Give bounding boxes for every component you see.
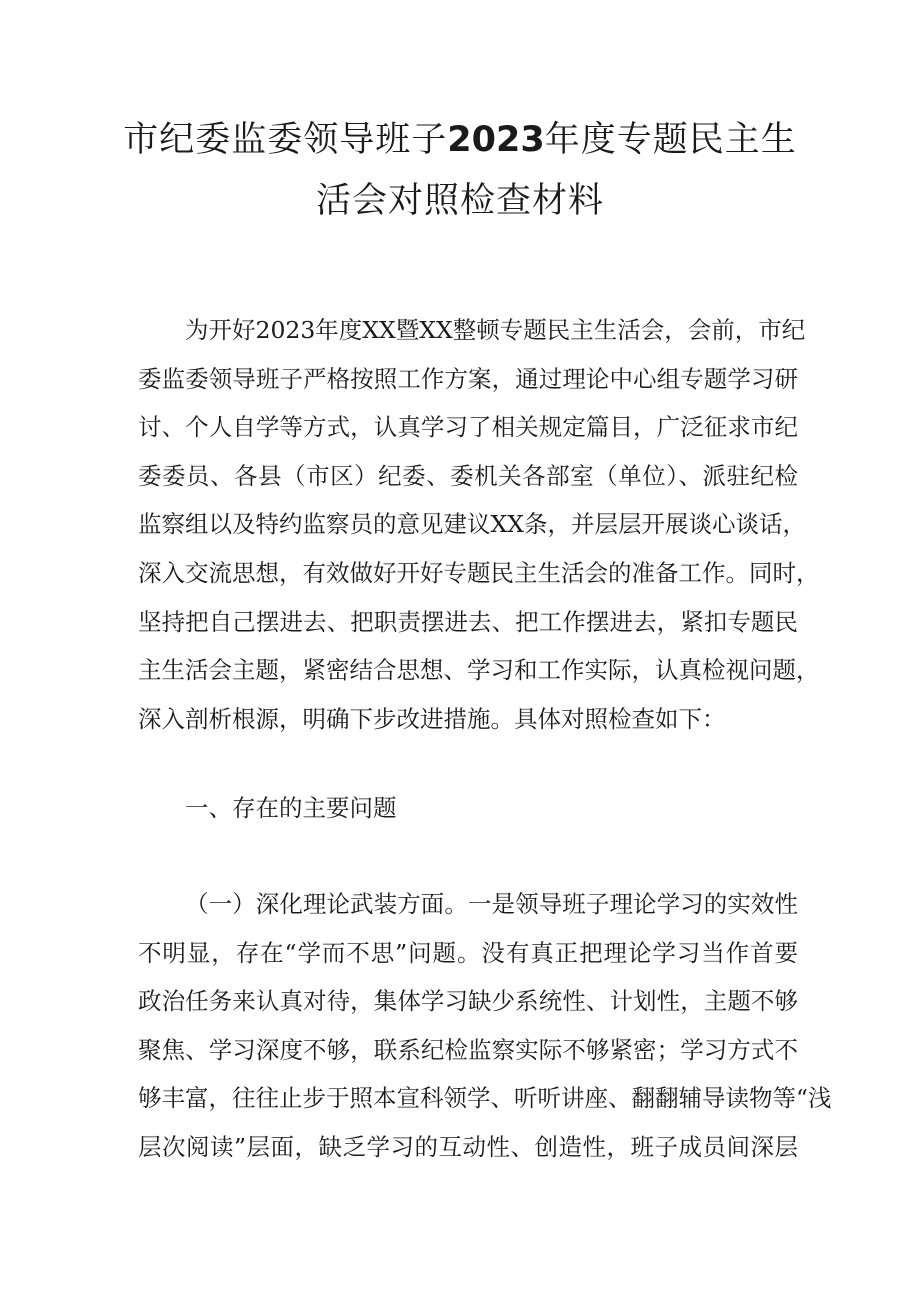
intro-paragraph <box>138 306 820 743</box>
section-line: 聚焦、学习深度不够，联系纪检监察实际不够紧密；学习方式不 <box>138 1035 798 1064</box>
intro-line: 坚持把自己摆进去、把职责摆进去、把工作摆进去，紧扣专题民 <box>138 607 798 636</box>
intro-line: 为开好2023年度XX暨XX整顿专题民主生活会，会前，市纪 <box>185 316 806 344</box>
title-text-pre: 市纪委监委领导班子 <box>123 120 448 160</box>
intro-line: 深入交流思想，有效做好开好专题民主生活会的准备工作。同时， <box>138 558 820 587</box>
document-title-line-1 <box>100 120 820 160</box>
section-1-paragraph <box>138 880 832 1172</box>
intro-line: 委监委领导班子严格按照工作方案，通过理论中心组专题学习研 <box>138 364 798 393</box>
intro-line: 讨、个人自学等方式，认真学习了相关规定篇目，广泛征求市纪 <box>138 413 798 442</box>
intro-line: 深入剖析根源，明确下步改进措施。具体对照检查如下： <box>138 704 726 733</box>
section-heading-1: 一、存在的主要问题 <box>185 794 397 822</box>
section-line: （一）深化理论武装方面。一是领导班子理论学习的实效性 <box>185 890 798 918</box>
intro-line: 委委员、各县（市区）纪委、委机关各部室（单位）、派驻纪检 <box>138 461 798 490</box>
title-year: 2023 <box>447 120 545 160</box>
title-text-post: 年度专题民主生 <box>544 120 797 160</box>
section-line: 政治任务来认真对待，集体学习缺少系统性、计划性，主题不够 <box>138 987 798 1016</box>
intro-line: 主生活会主题，紧密结合思想、学习和工作实际，认真检视问题， <box>138 656 820 685</box>
section-line: 不明显，存在“学而不思”问题。没有真正把理论学习当作首要 <box>138 938 798 967</box>
section-line: 层次阅读”层面，缺乏学习的互动性、创造性，班子成员间深层 <box>138 1132 798 1161</box>
intro-line: 监察组以及特约监察员的意见建议XX条，并层层开展谈心谈话， <box>138 510 806 539</box>
section-line: 够丰富，往往止步于照本宣科领学、听听讲座、翻翻辅导读物等“浅 <box>138 1084 832 1113</box>
document-title-line-2: 活会对照检查材料 <box>315 181 604 221</box>
